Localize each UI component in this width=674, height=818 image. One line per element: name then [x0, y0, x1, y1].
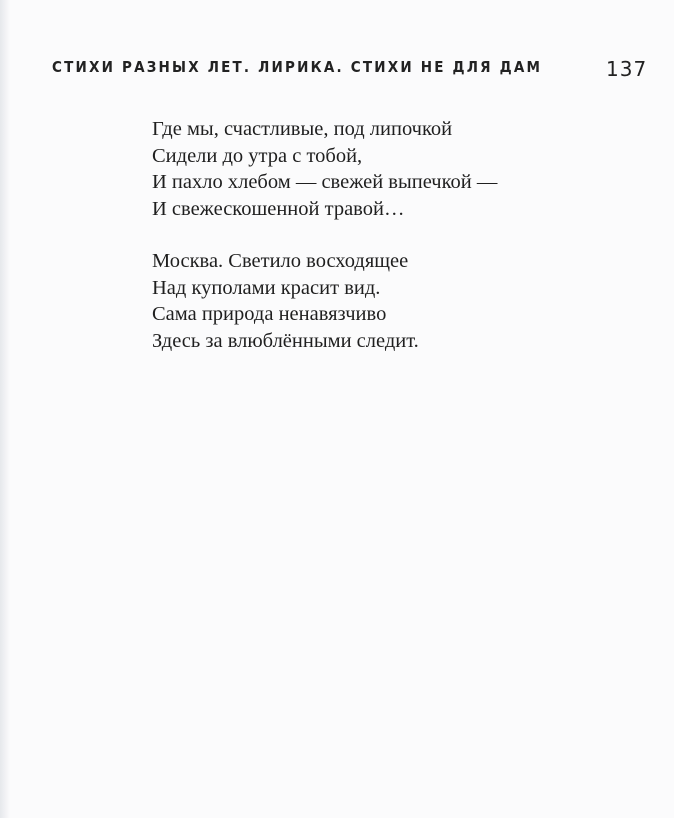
verse-line: Сама природа ненавязчиво	[152, 303, 387, 325]
stanza-2	[152, 248, 592, 354]
verse-line: Москва. Светило восходящее	[152, 250, 409, 272]
verse-line: Где мы, счастливые, под липочкой	[152, 118, 453, 140]
poem	[152, 116, 592, 380]
verse-line: Над куполами красит вид.	[152, 276, 381, 299]
verse-line: Здесь за влюблёнными следит.	[152, 329, 419, 352]
page-edge-shadow	[0, 0, 10, 818]
page-number: 137	[606, 57, 648, 81]
verse-line: И пахло хлебом — свежей выпечкой —	[152, 171, 498, 193]
running-title: СТИХИ РАЗНЫХ ЛЕТ. ЛИРИКА. СТИХИ НЕ ДЛЯ ДАМ	[52, 58, 543, 76]
stanza-1	[152, 116, 592, 222]
verse-line: Сидели до утра с тобой,	[152, 144, 363, 167]
verse-line: И свежескошенной травой…	[152, 197, 405, 220]
